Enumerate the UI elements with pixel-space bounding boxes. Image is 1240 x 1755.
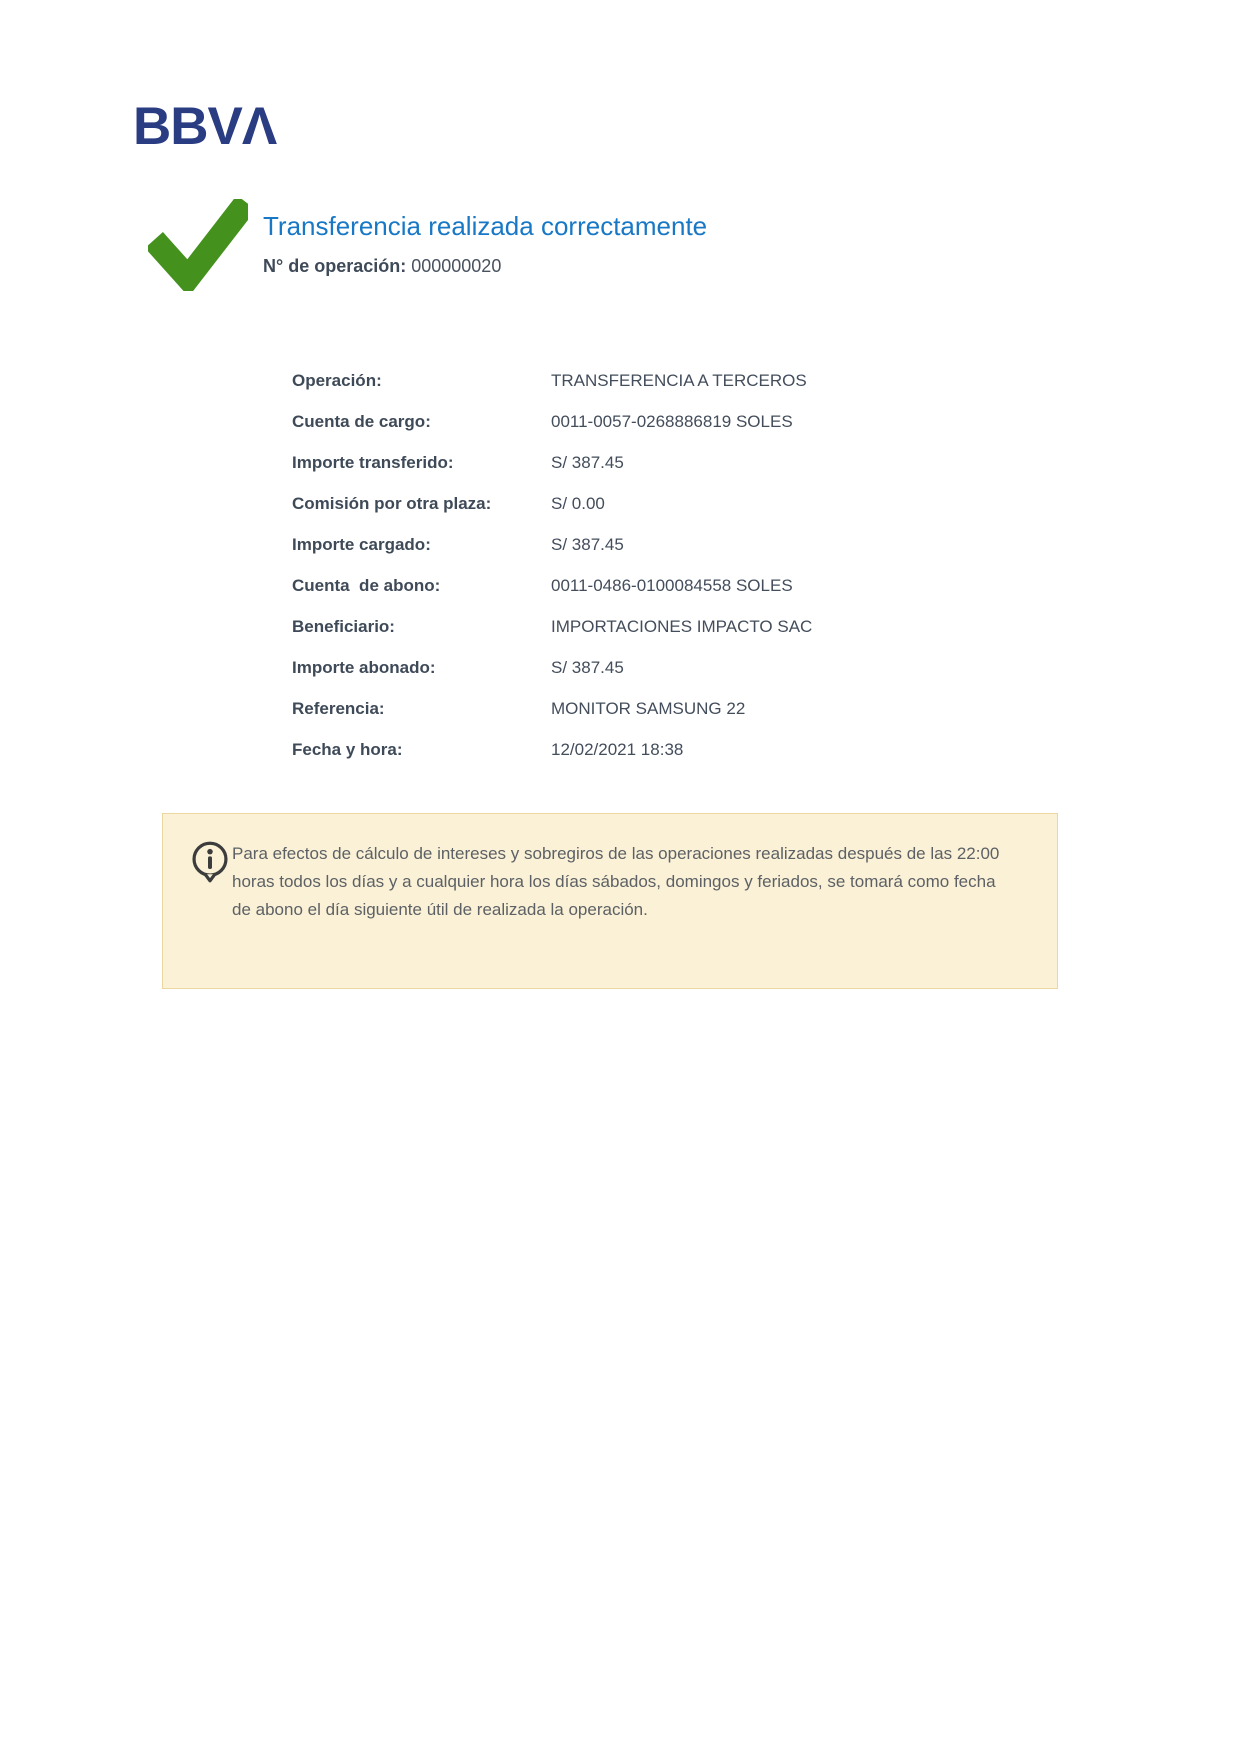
operation-number-label: N° de operación: (263, 256, 407, 276)
detail-row (292, 442, 1012, 483)
operation-number-line (263, 256, 501, 277)
details-table (292, 360, 1012, 770)
detail-value: S/ 387.45 (551, 535, 624, 554)
bbva-logo: BBVΛ (133, 97, 277, 156)
info-icon (190, 840, 230, 886)
detail-label: Comisión por otra plaza: (292, 494, 492, 513)
detail-row (292, 688, 1012, 729)
detail-value: 0011-0057-0268886819 SOLES (551, 412, 793, 431)
detail-label: Cuenta de cargo: (292, 412, 431, 431)
success-check-icon (148, 199, 248, 291)
notice-box (162, 813, 1058, 989)
detail-row (292, 647, 1012, 688)
detail-value: IMPORTACIONES IMPACTO SAC (551, 617, 813, 636)
detail-row (292, 524, 1012, 565)
detail-row (292, 729, 1012, 770)
detail-row (292, 360, 1012, 401)
notice-text: Para efectos de cálculo de intereses y sobregiros de las operaciones realizadas después de las 22:00 horas todos los días y a cualquier hora los días sábados, domingos y feriados, se tomará como fecha de abono el día siguiente útil de realizada la operación. (232, 844, 1000, 919)
detail-value: 12/02/2021 18:38 (551, 740, 684, 759)
detail-row (292, 401, 1012, 442)
detail-row (292, 565, 1012, 606)
detail-label: Cuenta de abono: (292, 576, 441, 595)
detail-label: Importe transferido: (292, 453, 454, 472)
detail-value: S/ 387.45 (551, 658, 624, 677)
detail-label: Referencia: (292, 699, 385, 718)
detail-label: Fecha y hora: (292, 740, 403, 759)
detail-label: Beneficiario: (292, 617, 395, 636)
detail-value: 0011-0486-0100084558 SOLES (551, 576, 793, 595)
detail-value: TRANSFERENCIA A TERCEROS (551, 371, 807, 390)
operation-number-value: 000000020 (411, 256, 502, 276)
detail-value: MONITOR SAMSUNG 22 (551, 699, 746, 718)
detail-label: Operación: (292, 371, 382, 390)
detail-row (292, 483, 1012, 524)
detail-value: S/ 387.45 (551, 453, 624, 472)
detail-label: Importe cargado: (292, 535, 431, 554)
page-title: Transferencia realizada correctamente (263, 211, 708, 241)
detail-label: Importe abonado: (292, 658, 436, 677)
detail-row (292, 606, 1012, 647)
detail-value: S/ 0.00 (551, 494, 605, 513)
